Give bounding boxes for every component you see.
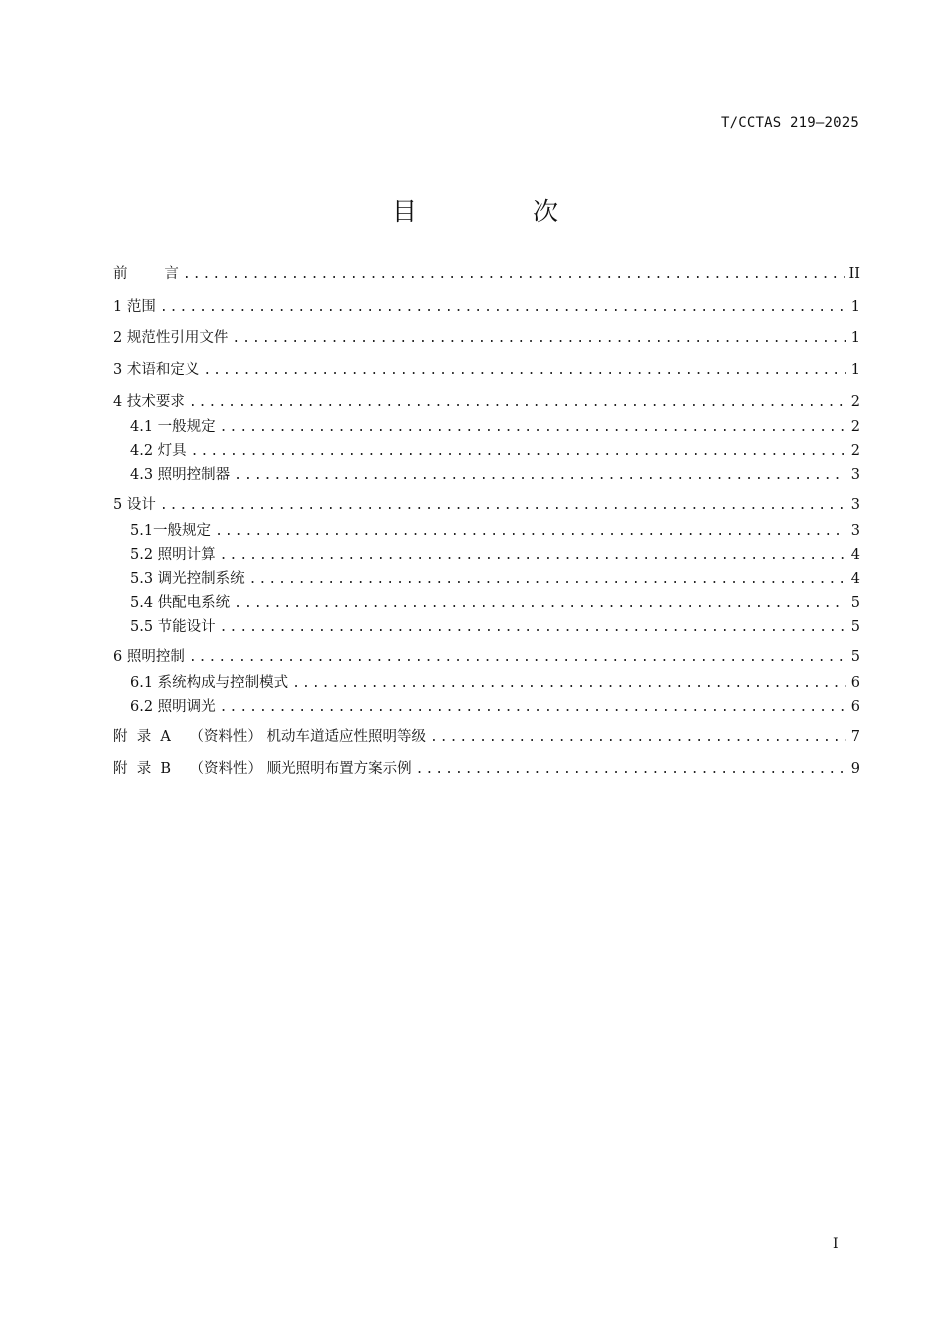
toc-entry-page: 9: [850, 761, 860, 777]
toc-entry-label: 5.3 调光控制系统: [130, 571, 245, 587]
toc-entry-label: 前 言: [113, 266, 179, 282]
toc-entry-design[interactable]: [113, 495, 860, 515]
dot-leader: [220, 546, 846, 566]
toc-entry-6-1[interactable]: [130, 673, 860, 693]
toc-entry-5-5[interactable]: [130, 617, 860, 637]
toc-entry-label: 4.3 照明控制器: [130, 467, 231, 483]
toc-entry-label: 4.1 一般规定: [130, 419, 216, 435]
toc-title: 目 次: [392, 197, 612, 226]
toc-entry-5-1[interactable]: [130, 521, 860, 541]
toc-entry-page: 3: [850, 497, 860, 513]
toc-entry-terms[interactable]: [113, 360, 860, 380]
dot-leader: [416, 760, 846, 780]
toc-entry-page: 2: [850, 419, 860, 435]
toc-entry-label: 4 技术要求: [113, 394, 185, 410]
toc-entry-page: 5: [850, 649, 860, 665]
toc-entry-page: 4: [850, 571, 860, 587]
toc-entry-label: 附 录 A （资料性） 机动车道适应性照明等级: [113, 729, 426, 745]
toc-entry-label: 5.5 节能设计: [130, 619, 216, 635]
toc-entry-page: 4: [850, 547, 860, 563]
toc-entry-page: 3: [850, 467, 860, 483]
dot-leader: [430, 728, 846, 748]
toc-entry-lighting-control[interactable]: [113, 647, 860, 667]
toc-entry-page: 5: [850, 619, 860, 635]
toc-entry-label: 2 规范性引用文件: [113, 330, 229, 346]
dot-leader: [215, 522, 846, 542]
toc-entry-foreword[interactable]: [113, 264, 860, 284]
dot-leader: [220, 418, 846, 438]
dot-leader: [249, 570, 846, 590]
dot-leader: [189, 393, 846, 413]
toc-entry-page: 1: [850, 299, 860, 315]
toc-entry-page: 3: [850, 523, 860, 539]
toc-entry-page: II: [848, 266, 860, 282]
toc-entry-appendix-a[interactable]: [113, 727, 860, 747]
standard-code: T/CCTAS 219—2025: [720, 115, 859, 131]
dot-leader: [183, 265, 845, 285]
dot-leader: [203, 361, 846, 381]
toc-entry-label: 5.2 照明计算: [130, 547, 216, 563]
toc-entry-4-1[interactable]: [130, 417, 860, 437]
dot-leader: [234, 594, 846, 614]
toc-entry-label: 4.2 灯具: [130, 443, 187, 459]
toc-entry-label: 5.4 供配电系统: [130, 595, 231, 611]
dot-leader: [220, 618, 846, 638]
dot-leader: [160, 496, 846, 516]
toc-entry-normative-references[interactable]: [113, 328, 860, 348]
toc-entry-appendix-b[interactable]: [113, 759, 860, 779]
dot-leader: [220, 698, 846, 718]
toc-entry-label: 6.1 系统构成与控制模式: [130, 675, 289, 691]
dot-leader: [160, 298, 846, 318]
toc-entry-5-2[interactable]: [130, 545, 860, 565]
dot-leader: [189, 648, 846, 668]
toc-entry-6-2[interactable]: [130, 697, 860, 717]
page-number: I: [833, 1236, 839, 1252]
toc-entry-label: 6.2 照明调光: [130, 699, 216, 715]
toc-entry-page: 1: [850, 362, 860, 378]
toc-entry-scope[interactable]: [113, 297, 860, 317]
toc-entry-page: 7: [850, 729, 860, 745]
toc-entry-label: 5 设计: [113, 497, 156, 513]
toc-entry-5-4[interactable]: [130, 593, 860, 613]
toc-entry-technical-requirements[interactable]: [113, 392, 860, 412]
toc-entry-page: 6: [850, 699, 860, 715]
toc-entry-4-3[interactable]: [130, 465, 860, 485]
toc-entry-label: 3 术语和定义: [113, 362, 200, 378]
dot-leader: [292, 674, 846, 694]
toc-entry-label: 附 录 B （资料性） 顺光照明布置方案示例: [113, 761, 412, 777]
toc-entry-page: 1: [850, 330, 860, 346]
dot-leader: [191, 442, 846, 462]
toc-entry-label: 6 照明控制: [113, 649, 185, 665]
toc-entry-page: 2: [850, 394, 860, 410]
toc-entry-4-2[interactable]: [130, 441, 860, 461]
toc-entry-page: 5: [850, 595, 860, 611]
dot-leader: [232, 329, 846, 349]
toc-entry-label: 1 范围: [113, 299, 156, 315]
dot-leader: [234, 466, 846, 486]
toc-entry-5-3[interactable]: [130, 569, 860, 589]
toc-entry-page: 2: [850, 443, 860, 459]
toc-entry-label: 5.1一般规定: [130, 523, 212, 539]
toc-entry-page: 6: [850, 675, 860, 691]
